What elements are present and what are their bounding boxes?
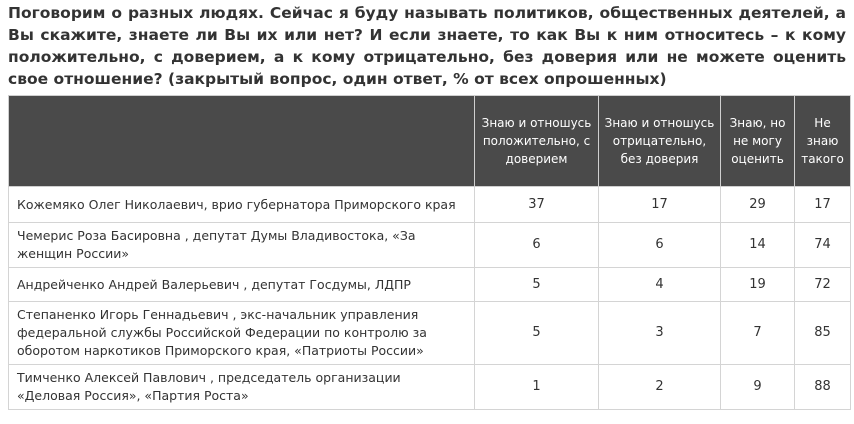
value-dont-know: 88 <box>795 365 851 410</box>
table-header-row <box>9 96 851 187</box>
value-negative: 6 <box>599 223 721 268</box>
value-negative: 3 <box>599 302 721 365</box>
value-dont-know: 17 <box>795 187 851 223</box>
person-name: Кожемяко Олег Николаевич, врио губернатора Приморского края <box>9 187 475 223</box>
person-name: Чемерис Роза Басировна , депутат Думы Владивостока, «За женщин России» <box>9 223 475 268</box>
table-row <box>9 302 851 365</box>
person-name: Тимченко Алексей Павлович , председатель организации «Деловая Россия», «Партия Роста» <box>9 365 475 410</box>
header-dont-know: Не знаю такого <box>795 96 851 187</box>
table-row <box>9 187 851 223</box>
value-dont-know: 74 <box>795 223 851 268</box>
header-negative: Знаю и отношусь отрицательно, без доверия <box>599 96 721 187</box>
value-dont-know: 72 <box>795 268 851 302</box>
value-negative: 2 <box>599 365 721 410</box>
value-cannot-assess: 14 <box>721 223 795 268</box>
question-heading: Поговорим о разных людях. Сейчас я буду называть политиков, общественных деятелей, а Вы скажите, знаете ли Вы их или нет? И если знаете, то как Вы к ним относитесь – к кому положительно, с доверием, а к кому отрицательно, без доверия или не можете оценить свое отношение? (закрытый вопрос, один ответ, % от всех опрошенных) <box>8 4 846 88</box>
value-positive: 37 <box>475 187 599 223</box>
person-name: Андрейченко Андрей Валерьевич , депутат Госдумы, ЛДПР <box>9 268 475 302</box>
value-cannot-assess: 19 <box>721 268 795 302</box>
poll-results-table <box>8 95 851 410</box>
value-positive: 5 <box>475 302 599 365</box>
value-positive: 1 <box>475 365 599 410</box>
value-negative: 4 <box>599 268 721 302</box>
value-dont-know: 85 <box>795 302 851 365</box>
header-name <box>9 96 475 187</box>
person-name: Степаненко Игорь Геннадьевич , экс-начальник управления федеральной службы Российской Федерации по контролю за оборотом наркотиков Приморского края, «Патриоты России» <box>9 302 475 365</box>
value-cannot-assess: 29 <box>721 187 795 223</box>
value-cannot-assess: 9 <box>721 365 795 410</box>
header-positive: Знаю и отношусь положительно, с доверием <box>475 96 599 187</box>
table-row <box>9 223 851 268</box>
header-cannot-assess: Знаю, но не могу оценить <box>721 96 795 187</box>
table-row <box>9 365 851 410</box>
value-cannot-assess: 7 <box>721 302 795 365</box>
value-positive: 6 <box>475 223 599 268</box>
value-negative: 17 <box>599 187 721 223</box>
table-row <box>9 268 851 302</box>
value-positive: 5 <box>475 268 599 302</box>
